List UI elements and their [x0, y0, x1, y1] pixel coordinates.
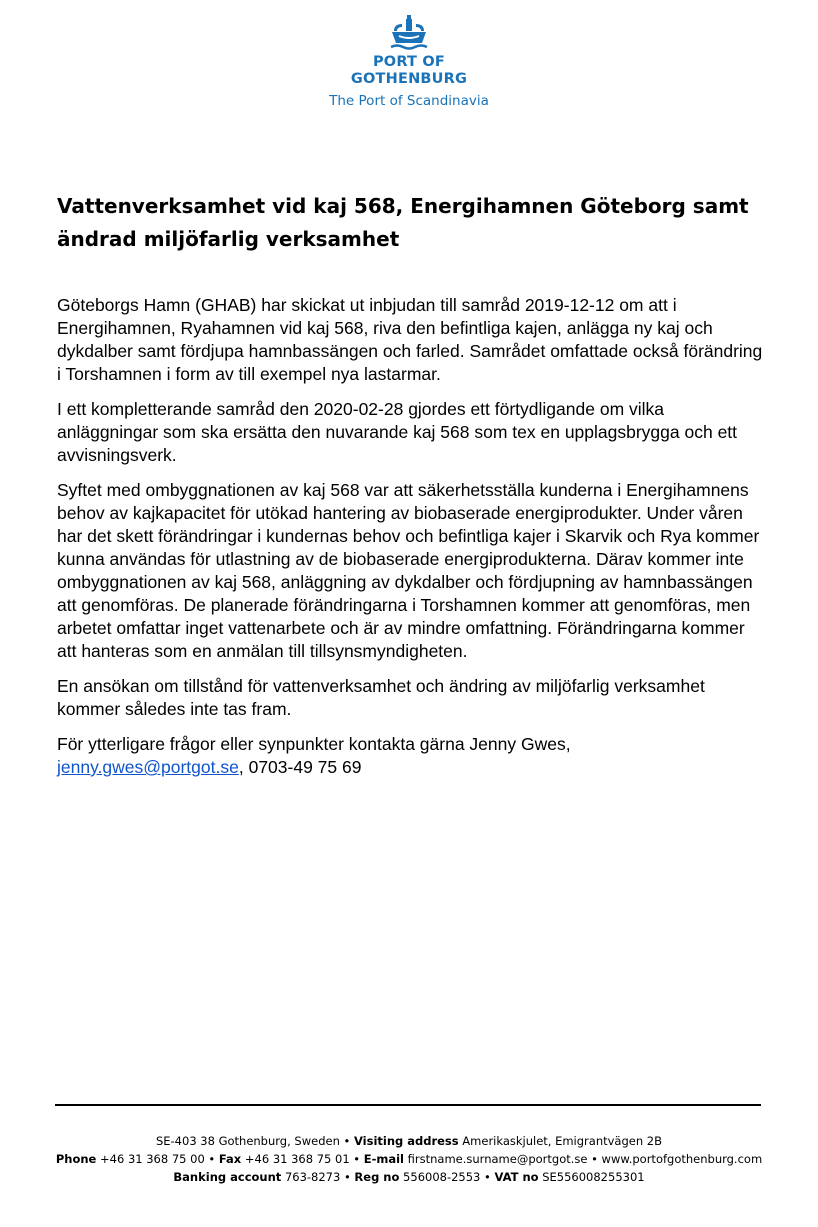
reg-label: Reg no [354, 1170, 400, 1184]
footer-line-3 [0, 1168, 818, 1186]
tagline: The Port of Scandinavia [329, 93, 489, 109]
paragraph-1: Göteborgs Hamn (GHAB) har skickat ut inbjudan till samråd 2019-12-12 om att i Energihamnen, Ryahamnen vid kaj 568, riva den befintliga kajen, anlägga ny kaj och dykdalber samt fördjupa hamnbassängen och farled. Samrådet omfattade också förändring i Torshamnen i form av till exempel nya lastarmar. [57, 295, 763, 384]
contact-text: För ytterligare frågor eller synpunkter kontakta gärna Jenny Gwes, [57, 734, 571, 754]
visiting-label: Visiting address [353, 1134, 459, 1148]
document-body [57, 294, 767, 791]
port-emblem-icon [389, 14, 429, 54]
port-logo [0, 14, 818, 109]
vat-value: SE556008255301 [538, 1170, 645, 1184]
phone-label: Phone [55, 1152, 97, 1166]
bank-value: 763-8273 • [281, 1170, 355, 1184]
visiting-value: Amerikaskjulet, Emigrantvägen 2B [458, 1134, 663, 1148]
reg-value: 556008-2553 • [399, 1170, 495, 1184]
fax-label: Fax [218, 1152, 242, 1166]
contact-paragraph [57, 733, 767, 779]
fax-value: +46 31 368 75 01 • [241, 1152, 364, 1166]
phone-value: +46 31 368 75 00 • [96, 1152, 219, 1166]
footer-divider [55, 1104, 761, 1106]
footer-line-2 [0, 1150, 818, 1168]
footer-line-1 [0, 1132, 818, 1150]
contact-phone: , 0703-49 75 69 [238, 757, 362, 777]
paragraph-3: Syftet med ombyggnationen av kaj 568 var att säkerhetsställa kunderna i Energihamnens behov av kajkapacitet för utökad hantering av biobaserade energiprodukter. Under våren har det skett förändringar i kundernas behov och befintliga kajer i Skarvik och Rya kommer kunna användas för utlastning av de biobaserade energiprodukterna. Därav kommer inte ombyggnationen av kaj 568, anläggning av dykdalber och fördjupning av hamnbassängen att genomföras. De planerade förändringarna i Torshamnen kommer att genomföras, men arbetet omfattar inget vattenarbete och är av mindre omfattning. Förändringarna kommer att hanteras som en anmälan till tillsynsmyndigheten. [57, 480, 760, 661]
paragraph-4: En ansökan om tillstånd för vattenverksamhet och ändring av miljöfarlig verksamhet kommer således inte tas fram. [57, 676, 705, 719]
email-label: E-mail [363, 1152, 404, 1166]
footer-address: SE-403 38 Gothenburg, Sweden • [155, 1134, 354, 1148]
logo-line-1: PORT OF [372, 54, 446, 70]
paragraph-2: I ett kompletterande samråd den 2020-02-28 gjordes ett förtydligande om vilka anläggningar som ska ersätta den nuvarande kaj 568 som tex en upplagsbrygga och ett avvisningsverk. [57, 399, 738, 465]
contact-email-link[interactable]: jenny.gwes@portgot.se [57, 757, 239, 777]
logo-line-2: GOTHENBURG [350, 71, 468, 87]
footer [0, 1132, 818, 1186]
document-title: Vattenverksamhet vid kaj 568, Energihamnen Göteborg samt ändrad miljöfarlig verksamhet [57, 194, 749, 251]
vat-label: VAT no [494, 1170, 539, 1184]
bank-label: Banking account [173, 1170, 282, 1184]
email-value: firstname.surname@portgot.se • www.portofgothenburg.com [404, 1152, 763, 1166]
